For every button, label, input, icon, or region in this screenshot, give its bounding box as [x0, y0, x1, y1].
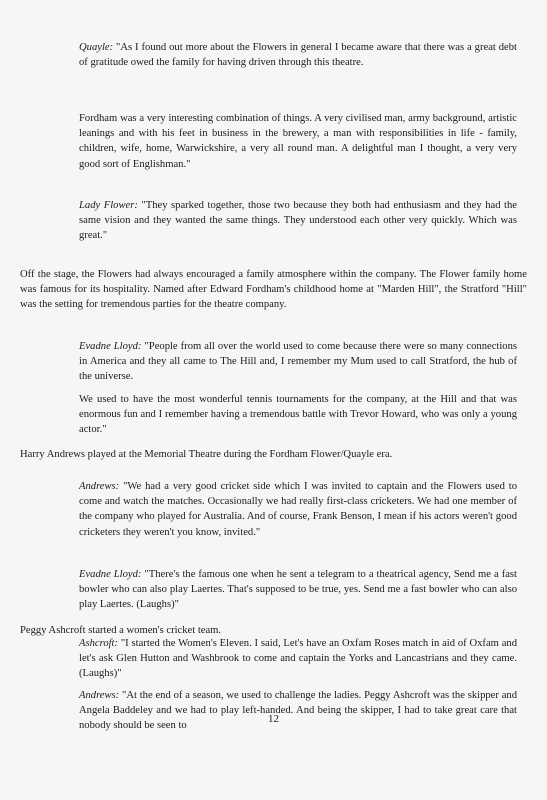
paragraph-text: Peggy Ashcroft started a women's cricket team.: [20, 625, 222, 636]
paragraph-andrews-1: [79, 479, 517, 540]
paragraph-text: "I started the Women's Eleven. I said, Let's have an Oxfam Roses match in aid of Oxfam and let's ask Glen Hutton and Washbrook to come and captain the Yorks and Lancastrians and they came. (Laughs)": [79, 638, 517, 680]
paragraph-ashcroft: [79, 636, 517, 682]
paragraph-lady-flower: [79, 198, 517, 244]
speaker-name: Andrews:: [79, 481, 120, 492]
paragraph-evadne-lloyd-1: [79, 339, 517, 385]
speaker-name: Evadne Lloyd:: [79, 341, 142, 352]
speaker-name: Evadne Lloyd:: [79, 569, 142, 580]
paragraph-text: "We had a very good cricket side which I was invited to captain and the Flowers used to come and watch the matches. Occasionally we had really first-class cricketers. We had one member of the company who played for Australia. And of course, Frank Benson, I mean if his actors weren't good cricketers they weren't you know, invited.": [79, 481, 517, 538]
paragraph-quayle-1: [79, 40, 517, 70]
speaker-name: Andrews:: [79, 690, 120, 701]
paragraph-text: Fordham was a very interesting combination of things. A very civilised man, army background, artistic leanings and with his feet in business in the brewery, a man with responsibilities in life - family, children, wife, home, Warwickshire, a very all round man. A delightful man I thought, a very very good sort of Englishman.": [79, 113, 517, 170]
paragraph-evadne-lloyd-3: [79, 567, 517, 613]
paragraph-andrews-2: [79, 688, 517, 734]
paragraph-text: "At the end of a season, we used to challenge the ladies. Peggy Ashcroft was the skipper and Angela Baddeley and we had to play left-handed. And being the skipper, I had to take great care that nobody should be seen to: [79, 690, 517, 732]
speaker-name: Quayle:: [79, 42, 114, 53]
paragraph-narration-andrews: [20, 447, 527, 462]
paragraph-text: Off the stage, the Flowers had always encouraged a family atmosphere within the company. The Flower family home was famous for its hospitality. Named after Edward Fordham's childhood home at "Marden Hill", the Stratford "Hill" was the setting for tremendous parties for the theatre company.: [20, 269, 527, 311]
paragraph-evadne-lloyd-2: [79, 392, 517, 438]
speaker-name: Ashcroft:: [79, 638, 119, 649]
paragraph-quayle-2: [79, 111, 517, 172]
paragraph-narration-flowers: [20, 267, 527, 313]
paragraph-text: "There's the famous one when he sent a telegram to a theatrical agency, Send me a fast bowler who can also play Laertes. That's supposed to be true, yes. Send me a fast bowler who can also play Laertes. (Laughs)": [79, 569, 517, 611]
paragraph-text: We used to have the most wonderful tennis tournaments for the company, at the Hill and that was enormous fun and I remember having a tremendous battle with Trevor Howard, who was only a young actor.": [79, 394, 517, 436]
paragraph-text: "As I found out more about the Flowers in general I became aware that there was a great debt of gratitude owed the family for having driven through this theatre.: [79, 42, 517, 69]
speaker-name: Lady Flower:: [79, 200, 138, 211]
paragraph-text: Harry Andrews played at the Memorial Theatre during the Fordham Flower/Quayle era.: [20, 449, 393, 460]
page-number: 12: [268, 713, 279, 725]
paragraph-text: "They sparked together, those two because they both had enthusiasm and they had the same vision and they wanted the same things. They understood each other very quickly. Which was great.": [79, 200, 517, 242]
paragraph-text: "People from all over the world used to come because there were so many connections in America and they all came to The Hill and, I remember my Mum used to call Stratford, the hub of the universe.: [79, 341, 517, 383]
